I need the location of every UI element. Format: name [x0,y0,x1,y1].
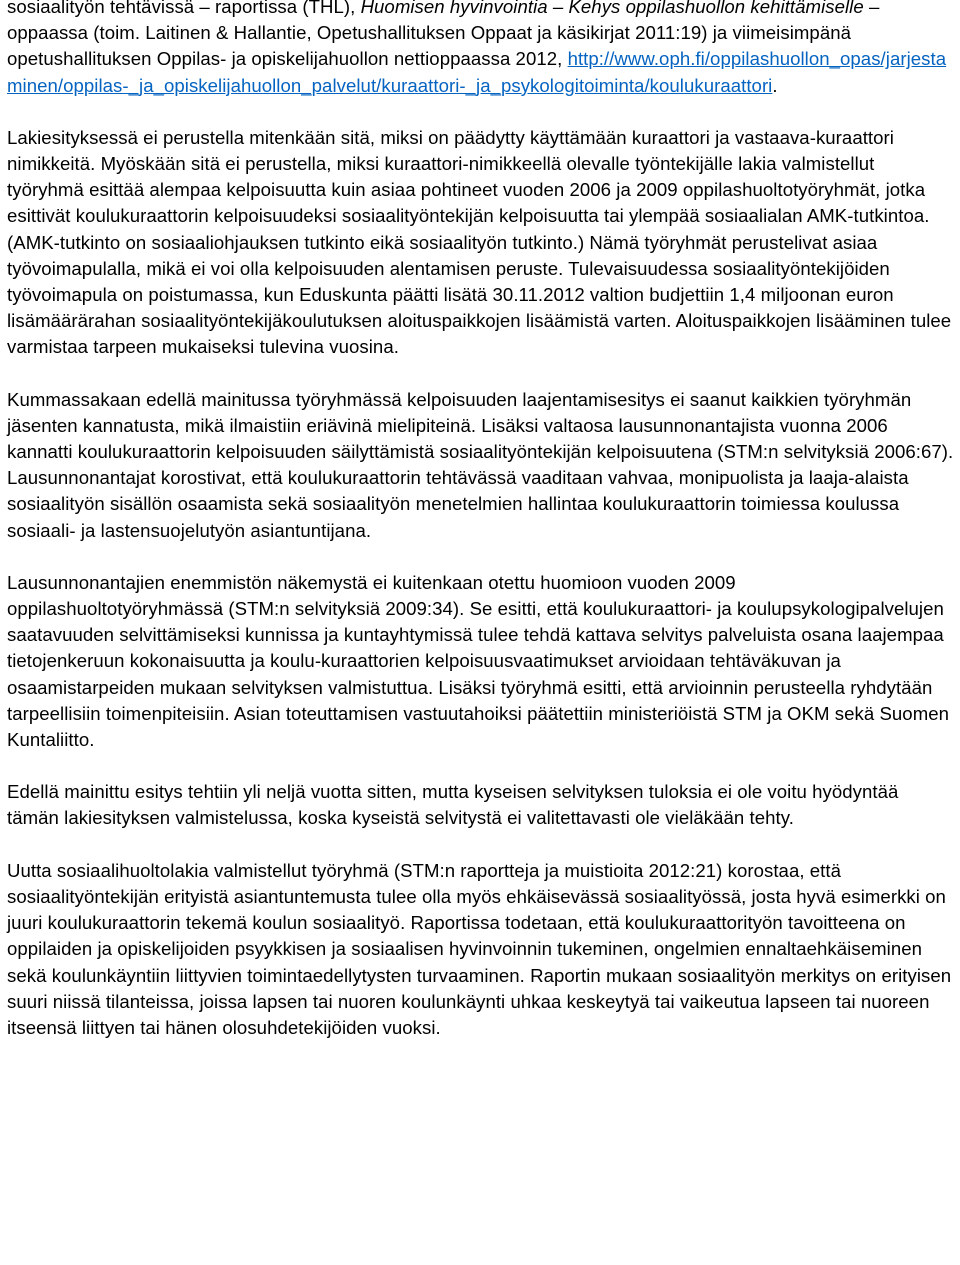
paragraph-2009-working-group: Lausunnonantajien enemmistön näkemystä ei kuitenkaan otettu huomioon vuoden 2009 oppilashuoltotyöryhmässä (STM:n selvityksiä 2009:34). Se esitti, että koulukuraattori- ja koulupsykologipalvelujen saatavuuden selvittämiseksi kunnissa ja kuntayhtymissä tulee tehdä kattava selvitys palveluista osana laajempaa tietojenkeruun kokonaisuutta ja koulu-kuraattorien kelpoisuusvaatimukset arvioidaan tehtäväkuvan ja osaamistarpeiden mukaan selvityksen valmistuttua. Lisäksi työryhmä esitti, että arvioinnin perusteella ryhdytään tarpeellisiin toimenpiteisiin. Asian toteuttamisen vastuutahoiksi päätettiin ministeriöistä STM ja OKM sekä Suomen Kuntaliitto. [7,571,950,751]
report-title: Huomisen hyvinvointia – Kehys oppilashuollon kehittämiselle [360,0,864,17]
paragraph-spacer [7,361,954,387]
oph-guide-link[interactable]: http://www.oph.fi/oppilashuollon_opas/jarjestaminen/oppilas-_ja_opiskelijahuollon_palvelut/kuraattori-_ja_psykologitoiminta/koulukuraattori [7,48,947,96]
paragraph-references [7,0,954,99]
paragraph-text: . [772,74,778,96]
paragraph-spacer [7,99,954,125]
paragraph-text: sosiaalityön tehtävissä – raportissa (THL), [7,0,361,17]
paragraph-spacer [7,753,954,779]
paragraph-title-justification: Lakiesityksessä ei perustella mitenkään sitä, miksi on päädytty käyttämään kuraattori ja vastaava-kuraattori nimikkeitä. Myöskään sitä ei perustella, miksi kuraattori-nimikkeellä olevalle työntekijälle lakia valmistellut työryhmä esittää alempaa kelpoisuutta kuin asiaa pohtineet vuoden 2006 ja 2009 oppilashuoltotyöryhmät, jotka esittivät koulukuraattorin kelpoisuudeksi sosiaalityöntekijän kelpoisuutta tai ylempää sosiaalialan AMK-tutkintoa. (AMK-tutkinto on sosiaaliohjauksen tutkinto eikä sosiaalityön tutkinto.) Nämä työryhmät perustelivat asiaa työvoimapulalla, mikä ei voi olla kelpoisuuden alentamisen peruste. Tulevaisuudessa sosiaalityöntekijöiden työvoimapula on poistumassa, kun Eduskunta päätti lisätä 30.11.2012 valtion budjettiin 1,4 miljoonan euron lisämäärärahan sosiaalityöntekijäkoulutuksen aloituspaikkojen lisäämistä varten. Aloituspaikkojen lisääminen tulee varmistaa tarpeen mukaiseksi tulevina vuosina. [7,126,952,358]
paragraph-spacer [7,544,954,570]
paragraph-working-groups: Kummassakaan edellä mainitussa työryhmässä kelpoisuuden laajentamisesitys ei saanut kaikkien työryhmän jäsenten kannatusta, mikä ilmaistiin eriävinä mielipiteinä. Lisäksi valtaosa lausunnonantajista vuonna 2006 kannatti koulukuraattorin kelpoisuuden säilyttämistä sosiaalityöntekijän kelpoisuutena (STM:n selvityksiä 2006:67). Lausunnonantajat korostivat, että koulukuraattorin tehtävässä vaaditaan vahvaa, monipuolista ja laaja-alaista sosiaalityön sisällön osaamista sekä sosiaalityön menetelmien hallintaa koulukuraattorin toimiessa koulussa sosiaali- ja lastensuojelutyön asiantuntijana. [7,388,954,541]
paragraph-text: – oppaassa (toim. Laitinen & Hallantie, Opetushallituksen Oppaat ja käsikirjat 2011:19) ja viimeisimpänä opetushallituksen Oppilas- ja opiskelijahuollon nettioppaassa 2012, [7,0,880,70]
paragraph-spacer [7,832,954,858]
paragraph-social-welfare-act: Uutta sosiaalihuoltolakia valmistellut työryhmä (STM:n raportteja ja muistioita 2012:21) korostaa, että sosiaalityöntekijän erityistä asiantuntemusta tulee olla myös ehkäisevässä sosiaalityössä, josta hyvä esimerkki on juuri koulukuraattorin tekemä koulun sosiaalityö. Raportissa todetaan, että koulukuraattorityön tavoitteena on oppilaiden ja opiskelijoiden psyykkisen ja sosiaalisen hyvinvoinnin tukeminen, ongelmien ennaltaehkäiseminen sekä koulunkäyntiin liittyvien toimintaedellytysten turvaaminen. Raportin mukaan sosiaalityön merkitys on erityisen suuri niissä tilanteissa, joissa lapsen tai nuoren koulunkäynti uhkaa keskeytyä tai vaikeutua lapseen tai nuoreen itseensä liittyen tai hänen olosuhdetekijöiden vuoksi. [7,859,952,1038]
paragraph-survey-not-done: Edellä mainittu esitys tehtiin yli neljä vuotta sitten, mutta kyseisen selvityksen tuloksia ei ole voitu hyödyntää tämän lakiesityksen valmistelussa, koska kyseistä selvitystä ei valitettavasti ole vieläkään tehty. [7,781,899,829]
